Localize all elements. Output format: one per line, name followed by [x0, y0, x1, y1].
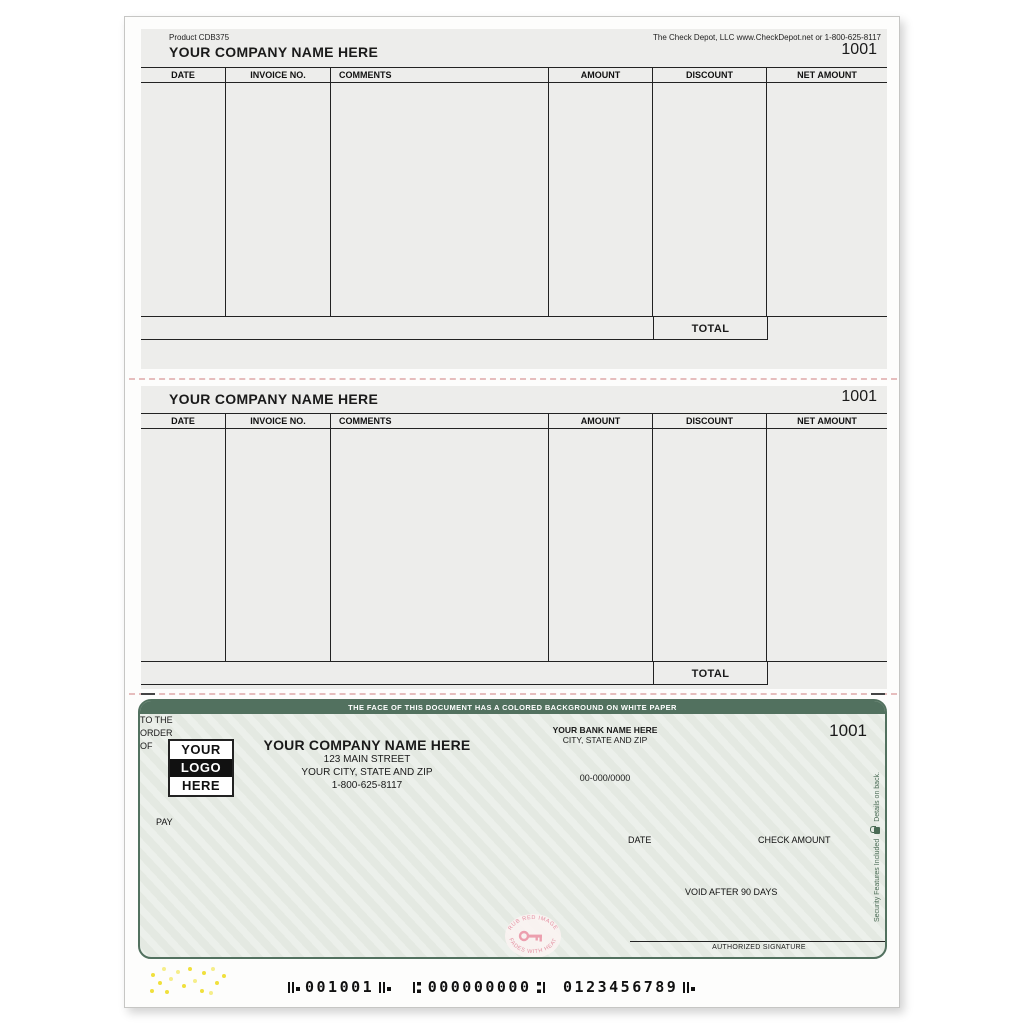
- remittance-stub-top: [141, 29, 887, 369]
- company-city: YOUR CITY, STATE AND ZIP: [301, 767, 433, 778]
- perforation-line-bottom: [129, 693, 897, 695]
- stub-table-body: [141, 83, 887, 317]
- total-label: TOTAL: [653, 317, 768, 340]
- company-name: YOUR COMPANY NAME HERE: [263, 737, 471, 753]
- bank-name: YOUR BANK NAME HERE: [552, 725, 658, 735]
- heat-sensitive-key-seal: [504, 913, 562, 959]
- stub-table-header: [141, 413, 887, 429]
- security-side-text: [874, 737, 886, 957]
- date-label: DATE: [628, 835, 652, 845]
- remittance-stub-middle: [141, 386, 887, 689]
- company-phone: 1-800-625-8117: [331, 780, 403, 791]
- total-underline: [141, 339, 768, 340]
- stub-table-header: [141, 67, 887, 83]
- perforation-line-top: [129, 378, 897, 380]
- stub-table: [141, 413, 887, 685]
- col-header-amount: AMOUNT: [549, 414, 653, 428]
- logo-line-2: LOGO: [170, 759, 232, 777]
- product-code: Product CDB375: [169, 33, 230, 42]
- check-sheet: [124, 16, 900, 1008]
- micr-transit-symbol: [537, 982, 547, 993]
- micr-check-number: 001001: [305, 978, 375, 996]
- to-the-order-of-label: TO THE ORDER OF: [140, 715, 173, 751]
- micr-on-us-symbol: [288, 982, 300, 993]
- col-header-date: DATE: [141, 68, 226, 82]
- bank-city: CITY, STATE AND ZIP: [562, 735, 648, 745]
- stub-check-number: 1001: [841, 388, 877, 405]
- col-header-date: DATE: [141, 414, 226, 428]
- check-body: [138, 699, 887, 959]
- logo-placeholder: [168, 739, 234, 797]
- check-number: 1001: [829, 721, 867, 740]
- lock-icon: [874, 827, 880, 834]
- bank-block: [520, 725, 690, 745]
- signature-line: [630, 941, 887, 942]
- col-header-invoice-no: INVOICE NO.: [226, 414, 331, 428]
- logo-line-3: HERE: [181, 778, 221, 793]
- pay-label: PAY: [156, 817, 173, 827]
- micr-account-number: 0123456789: [563, 978, 679, 996]
- micr-transit-symbol: [413, 982, 423, 993]
- security-features-text: Security Features Included: [874, 838, 881, 923]
- stub-company-name: YOUR COMPANY NAME HERE: [169, 391, 379, 407]
- logo-line-1: YOUR: [181, 742, 221, 757]
- bank-fraction-number: 00-000/0000: [579, 773, 631, 783]
- micr-on-us-symbol: [683, 982, 695, 993]
- col-header-amount: AMOUNT: [549, 68, 653, 82]
- company-address-block: [232, 737, 502, 792]
- micr-routing-number: 000000000: [427, 978, 532, 996]
- col-header-comments: COMMENTS: [331, 414, 549, 428]
- stub-total-row: [141, 317, 887, 340]
- check-amount-label: CHECK AMOUNT: [758, 835, 831, 845]
- stub-check-number: 1001: [841, 41, 877, 58]
- stub-table-body: [141, 429, 887, 662]
- micr-on-us-symbol: [379, 982, 391, 993]
- seal-top-text: RUB RED IMAGE: [507, 914, 559, 932]
- authorized-signature-label: AUTHORIZED SIGNATURE: [712, 944, 806, 951]
- perforation-end-mark: [141, 693, 155, 695]
- col-header-invoice-no: INVOICE NO.: [226, 68, 331, 82]
- vendor-info: The Check Depot, LLC www.CheckDepot.net or 1-800-625-8117: [653, 33, 881, 42]
- col-header-net-amount: NET AMOUNT: [797, 416, 857, 426]
- col-header-comments: COMMENTS: [331, 68, 549, 82]
- stub-table: [141, 67, 887, 340]
- details-on-back-text: Details on back.: [874, 771, 881, 822]
- micr-line: [283, 977, 700, 997]
- total-label: TOTAL: [653, 662, 768, 685]
- perforation-end-mark: [871, 693, 885, 695]
- stub-company-name: YOUR COMPANY NAME HERE: [169, 44, 379, 60]
- col-header-discount: DISCOUNT: [653, 414, 767, 428]
- stub-total-row: [141, 662, 887, 685]
- col-header-discount: DISCOUNT: [653, 68, 767, 82]
- seal-bottom-text: FADES WITH HEAT: [507, 937, 559, 956]
- total-underline: [141, 684, 768, 685]
- col-header-net-amount: NET AMOUNT: [797, 70, 857, 80]
- check-banner-text: THE FACE OF THIS DOCUMENT HAS A COLORED BACKGROUND ON WHITE PAPER: [140, 701, 885, 714]
- company-street: 123 MAIN STREET: [323, 754, 411, 765]
- void-after-90-days-label: VOID AFTER 90 DAYS: [685, 887, 778, 897]
